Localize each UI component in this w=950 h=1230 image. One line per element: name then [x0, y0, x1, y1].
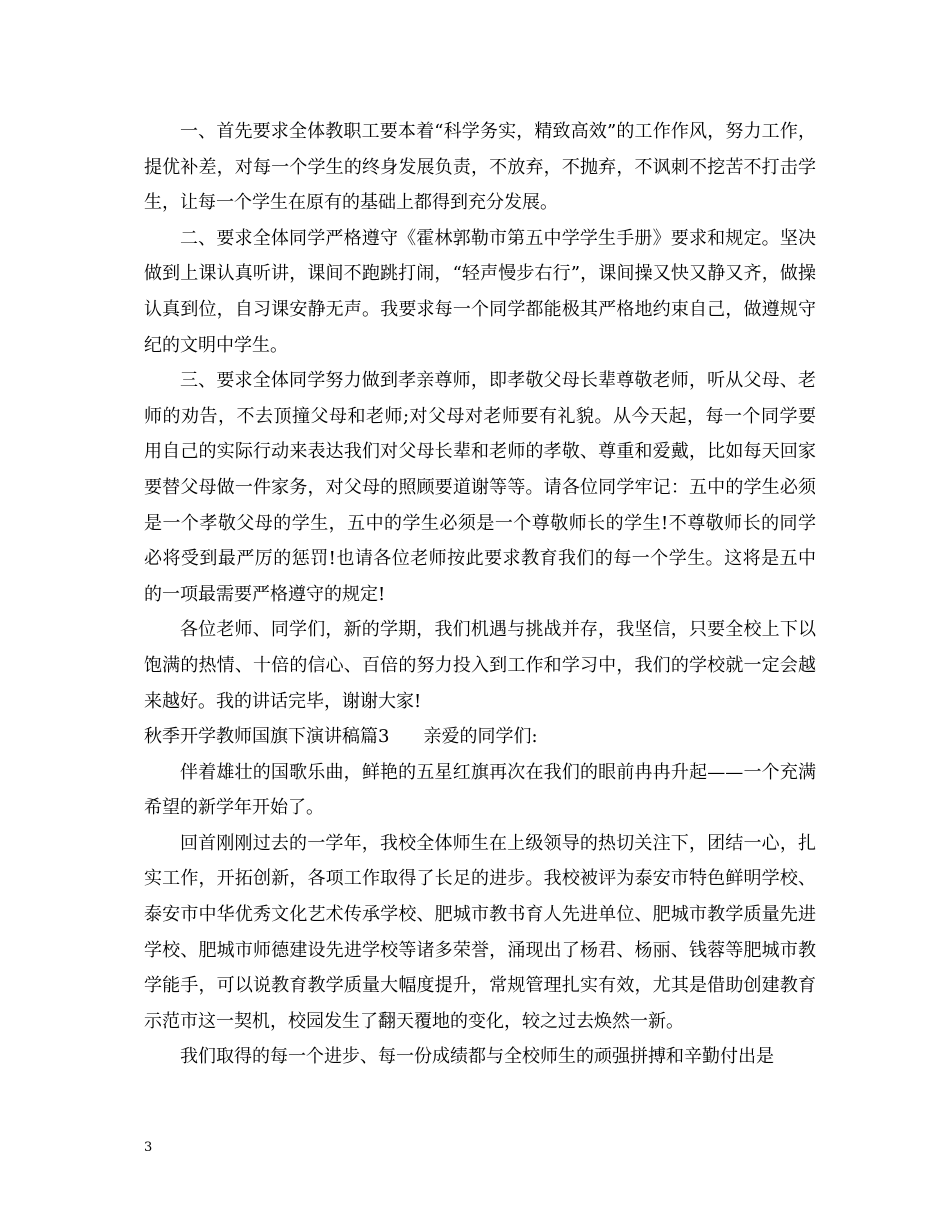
salutation: 亲爱的同学们:: [423, 726, 538, 748]
section-title: 秋季开学教师国旗下演讲稿篇3: [144, 726, 390, 748]
paragraph-4: 各位老师、同学们，新的学期，我们机遇与挑战并存，我坚信，只要全校上下以饱满的热情、十倍的信心、百倍的努力投入到工作和学习中，我们的学校就一定会越来越好。我的讲话完毕，谢谢大家!: [144, 619, 816, 712]
paragraph-6: 回首刚刚过去的一学年，我校全体师生在上级领导的热切关注下，团结一心，扎实工作，开拓创新，各项工作取得了长足的进步。我校被评为泰安市特色鲜明学校、泰安市中华优秀文化艺术传承学校、肥城市教书育人先进单位、肥城市教学质量先进学校、肥城市师德建设先进学校等诸多荣誉，涌现出了杨君、杨丽、钱蓉等肥城市教学能手，可以说教育教学质量大幅度提升，常规管理扎实有效，尤其是借助创建教育示范市这一契机，校园发生了翻天覆地的变化，较之过去焕然一新。: [144, 832, 816, 1032]
paragraph-5: 伴着雄壮的国歌乐曲，鲜艳的五星红旗再次在我们的眼前冉冉升起——一个充满希望的新学年开始了。: [144, 761, 816, 819]
paragraph-1: 一、首先要求全体教职工要本着“科学务实，精致高效”的工作作风，努力工作，提优补差，对每一个学生的终身发展负责，不放弃，不抛弃，不讽刺不挖苦不打击学生，让每一个学生在原有的基础上都得到充分发展。: [144, 121, 816, 214]
paragraph-2: 二、要求全体同学严格遵守《霍林郭勒市第五中学学生手册》要求和规定。坚决做到上课认真听讲，课间不跑跳打闹，“轻声慢步右行”，课间操又快又静又齐，做操认真到位，自习课安静无声。我要求每一个同学都能极其严格地约束自己，做遵规守纪的文明中学生。: [144, 227, 816, 356]
document-body: [144, 114, 816, 1075]
paragraph-3: 三、要求全体同学努力做到孝亲尊师，即孝敬父母长辈尊敬老师，听从父母、老师的劝告，不去顶撞父母和老师;对父母对老师要有礼貌。从今天起，每一个同学要用自己的实际行动来表达我们对父母长辈和老师的孝敬、尊重和爱戴，比如每天回家要替父母做一件家务，对父母的照顾要道谢等等。请各位同学牢记：五中的学生必须是一个孝敬父母的学生，五中的学生必须是一个尊敬师长的学生!不尊敬师长的同学必将受到最严厉的惩罚!也请各位老师按此要求教育我们的每一个学生。这将是五中的一项最需要严格遵守的规定!: [144, 370, 816, 605]
paragraph-7: 我们取得的每一个进步、每一份成绩都与全校师生的顽强拼搏和辛勤付出是: [180, 1046, 774, 1068]
page-number: 3: [144, 1140, 153, 1155]
section-heading-line: [144, 719, 816, 755]
